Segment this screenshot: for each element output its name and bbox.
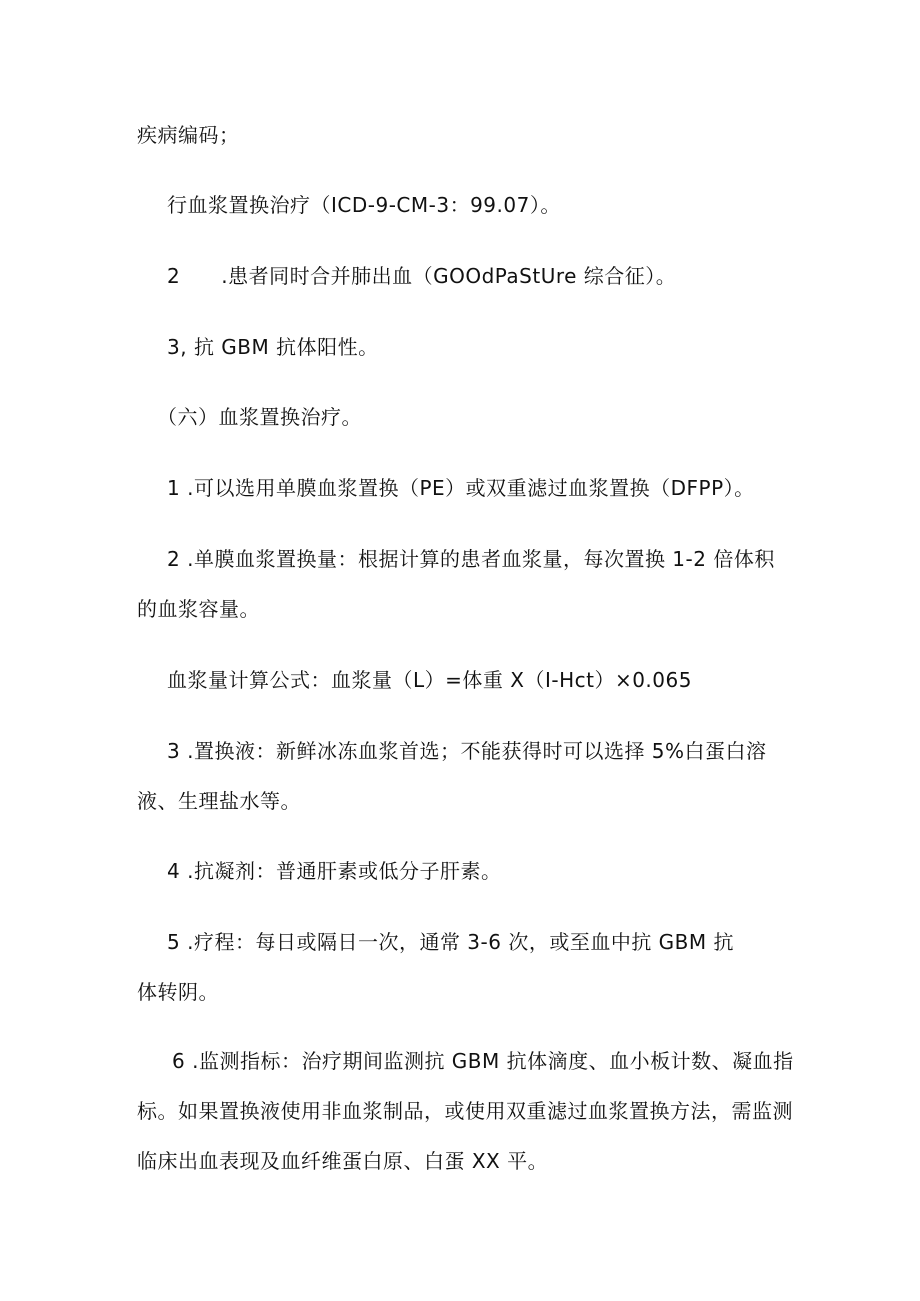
text-line-step-2-cont: 的血浆容量。 <box>137 597 260 621</box>
text-line-step-4: 4 .抗凝剂：普通肝素或低分子肝素。 <box>167 859 502 883</box>
text-line-step-5: 5 .疗程：每日或隔日一次，通常 3-6 次，或至血中抗 GBM 抗 <box>167 930 735 954</box>
text-line-formula: 血浆量计算公式：血浆量（L）=体重 X（I-Hct）×0.065 <box>167 668 692 692</box>
text-line-step-3: 3 .置换液：新鲜冰冻血浆首选；不能获得时可以选择 5%白蛋白溶 <box>167 739 767 763</box>
text-line-item-3-gbm: 3, 抗 GBM 抗体阳性。 <box>167 335 379 359</box>
text-line-step-5-cont: 体转阴。 <box>137 980 219 1004</box>
text-line-icd-code: 行血浆置换治疗（ICD-9-CM-3：99.07）。 <box>167 193 561 217</box>
text-line-item-2-goodpasture: 2 .患者同时合并肺出血（GOOdPaStUre 综合征）。 <box>167 264 677 288</box>
text-line-step-6: 6 .监测指标：治疗期间监测抗 GBM 抗体滴度、血小板计数、凝血指 <box>172 1049 794 1073</box>
text-line-disease-code: 疾病编码； <box>137 123 240 147</box>
text-line-step-6-cont-1: 标。如果置换液使用非血浆制品，或使用双重滤过血浆置换方法，需监测 <box>137 1099 793 1123</box>
text-line-step-6-cont-2: 临床出血表现及血纤维蛋白原、白蛋 XX 平。 <box>137 1149 549 1173</box>
text-line-step-3-cont: 液、生理盐水等。 <box>137 789 301 813</box>
text-line-step-2: 2 .单膜血浆置换量：根据计算的患者血浆量，每次置换 1-2 倍体积 <box>167 547 775 571</box>
section-heading-plasma-exchange: （六）血浆置换治疗。 <box>157 405 362 429</box>
text-line-step-1: 1 .可以选用单膜血浆置换（PE）或双重滤过血浆置换（DFPP）。 <box>167 476 755 500</box>
